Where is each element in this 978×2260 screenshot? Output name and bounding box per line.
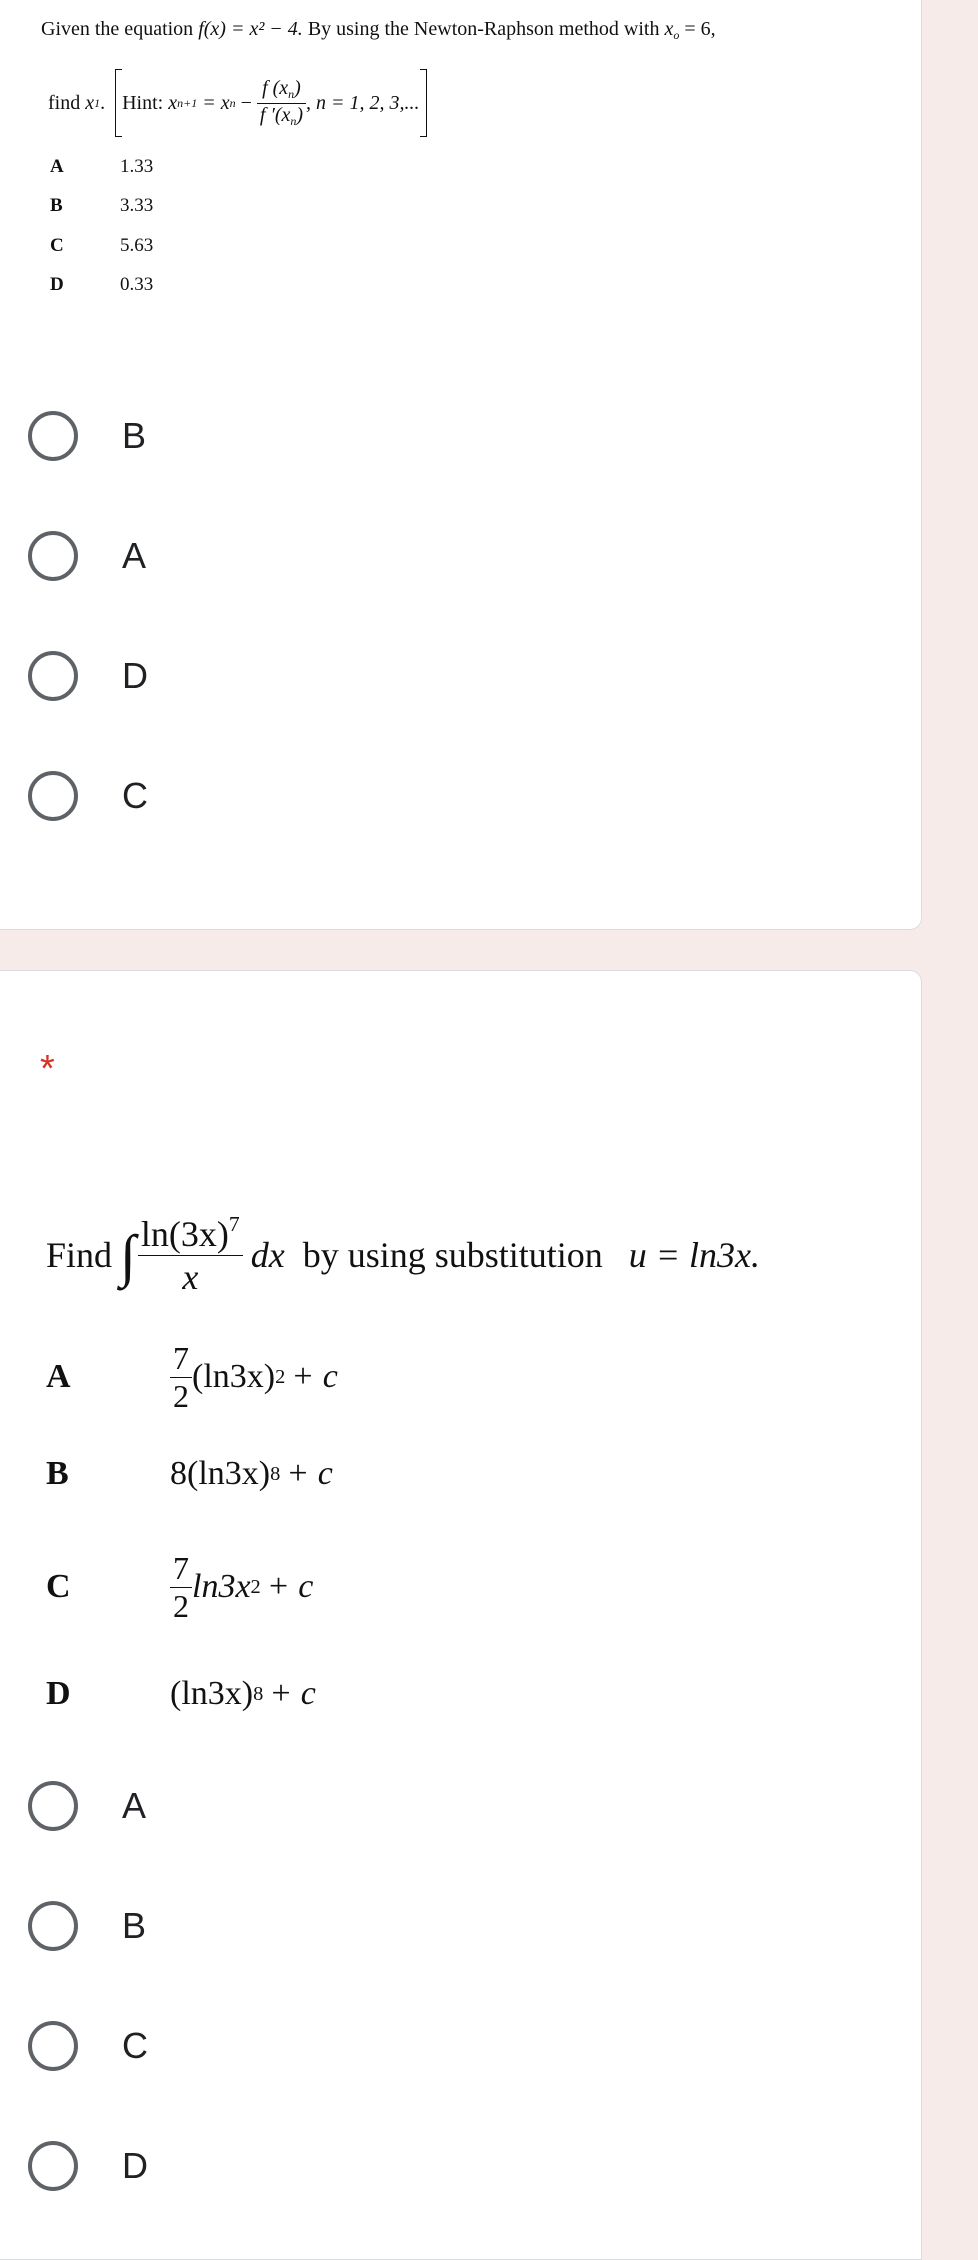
q2-option-tail: + c	[291, 1358, 338, 1395]
q2-option-tail: + c	[266, 1568, 314, 1605]
radio-circle[interactable]	[28, 2021, 78, 2071]
q1-hint-eq-sub: n	[229, 95, 236, 110]
q1-hint-label: Hint:	[122, 91, 164, 114]
radio-label[interactable]: D	[122, 2145, 148, 2186]
q1-prefix: Given the equation	[41, 18, 194, 40]
q2-option-letter: B	[46, 1455, 69, 1492]
q1-hint-num: f (x	[262, 77, 289, 100]
q2-option-a	[46, 1332, 338, 1422]
q1-line2	[48, 68, 427, 138]
radio-label[interactable]: C	[122, 2025, 148, 2066]
q2-question	[46, 1200, 760, 1310]
q2-option-c	[46, 1542, 313, 1632]
q1-hint-den: f ′(x	[259, 103, 291, 126]
q2-option-expr: (ln3x)	[170, 1675, 254, 1712]
q1-hint-den-close: )	[296, 103, 304, 126]
q2-option-letter: D	[46, 1675, 71, 1712]
radio-circle[interactable]	[28, 531, 78, 581]
q2-coef-fraction	[170, 1340, 192, 1415]
radio-label[interactable]: C	[122, 775, 148, 816]
q1-option-letter: C	[50, 235, 64, 256]
q1-option-letter: A	[50, 156, 64, 177]
q2-num: ln(3x)	[140, 1214, 229, 1255]
q2-option-expr: (ln3x)	[192, 1358, 276, 1395]
q2-coef-fraction	[170, 1550, 192, 1625]
q1-option-value: 3.33	[120, 195, 154, 216]
q1-option-b	[50, 195, 153, 217]
q1-find-var: x	[85, 91, 95, 114]
q1-radio-c[interactable]	[28, 766, 148, 826]
q1-option-c	[50, 235, 153, 257]
radio-circle[interactable]	[28, 1781, 78, 1831]
radio-label[interactable]: A	[122, 1785, 147, 1826]
q2-option-sup: 2	[275, 1365, 286, 1388]
q1-hint-eq: = x	[202, 91, 230, 114]
radio-circle[interactable]	[28, 411, 78, 461]
q1-line1	[41, 18, 716, 43]
q1-hint-num-sub: n	[288, 87, 295, 102]
q2-option-expr: ln3x	[192, 1568, 251, 1605]
q1-hint-den-sub: n	[290, 113, 297, 128]
q2-option-tail: + c	[286, 1455, 333, 1492]
q2-option-sup: 8	[253, 1682, 264, 1705]
q2-radio-d[interactable]	[28, 2136, 148, 2196]
q1-hint-lhs: x	[168, 91, 178, 114]
q2-find-label: Find	[46, 1235, 113, 1275]
q2-option-sup: 8	[270, 1462, 281, 1485]
q1-function: f(x) = x² − 4.	[198, 18, 303, 40]
radio-label[interactable]: B	[122, 415, 147, 456]
q2-option-letter: C	[46, 1568, 71, 1605]
q1-radio-d[interactable]	[28, 646, 148, 706]
coef-num: 7	[170, 1550, 192, 1588]
radio-circle[interactable]	[28, 651, 78, 701]
required-asterisk: *	[40, 1048, 55, 1090]
q1-option-letter: D	[50, 274, 64, 295]
coef-den: 2	[173, 1377, 189, 1414]
q1-hint-fraction	[257, 77, 306, 128]
q1-x0-sub: o	[673, 28, 680, 43]
q2-radio-a[interactable]	[28, 1776, 146, 1836]
integral-sign: ∫	[120, 1222, 136, 1288]
q1-hint-lhs-sub: n+1	[177, 95, 198, 110]
q1-option-a	[50, 156, 153, 178]
q1-hint-tail: , n = 1, 2, 3,...	[306, 91, 420, 114]
q1-find-dot: .	[100, 91, 106, 114]
radio-circle[interactable]	[28, 2141, 78, 2191]
q1-hint-num-close: )	[294, 77, 301, 100]
q1-option-letter: B	[50, 195, 63, 216]
coef-num: 7	[170, 1340, 192, 1378]
q2-option-letter: A	[46, 1358, 71, 1395]
q2-radio-c[interactable]	[28, 2016, 148, 2076]
q2-den: x	[182, 1257, 199, 1298]
q2-option-tail: + c	[269, 1675, 316, 1712]
q2-num-sup: 7	[228, 1211, 240, 1236]
radio-label[interactable]: D	[122, 655, 148, 696]
coef-den: 2	[173, 1587, 189, 1624]
q2-option-expr: 8(ln3x)	[170, 1455, 271, 1492]
q1-hint-minus: −	[240, 91, 252, 114]
radio-label[interactable]: B	[122, 1905, 147, 1946]
q1-x0: x	[664, 18, 674, 40]
q1-radio-b[interactable]	[28, 406, 146, 466]
q1-option-value: 0.33	[120, 274, 154, 295]
q1-option-d	[50, 274, 153, 296]
q1-option-value: 1.33	[120, 156, 154, 177]
q1-find-label: find	[48, 91, 81, 114]
radio-label[interactable]: A	[122, 535, 147, 576]
q1-radio-a[interactable]	[28, 526, 146, 586]
radio-circle[interactable]	[28, 1901, 78, 1951]
q2-method: by using substitution	[302, 1235, 603, 1275]
q2-fraction	[138, 1212, 243, 1298]
q1-hint-bracket	[115, 69, 426, 137]
q1-find-sub: 1	[94, 95, 101, 110]
q2-option-sup: 2	[250, 1575, 261, 1598]
q2-radio-b[interactable]	[28, 1896, 146, 1956]
q1-option-value: 5.63	[120, 235, 154, 256]
q1-x0-value: = 6,	[684, 18, 716, 40]
q1-method-text: By using the Newton-Raphson method with	[307, 18, 660, 40]
radio-circle[interactable]	[28, 771, 78, 821]
q2-substitution: u = ln3x.	[628, 1235, 761, 1275]
q2-dx: dx	[250, 1235, 285, 1275]
q2-option-d	[46, 1664, 316, 1724]
q2-option-b	[46, 1444, 333, 1504]
